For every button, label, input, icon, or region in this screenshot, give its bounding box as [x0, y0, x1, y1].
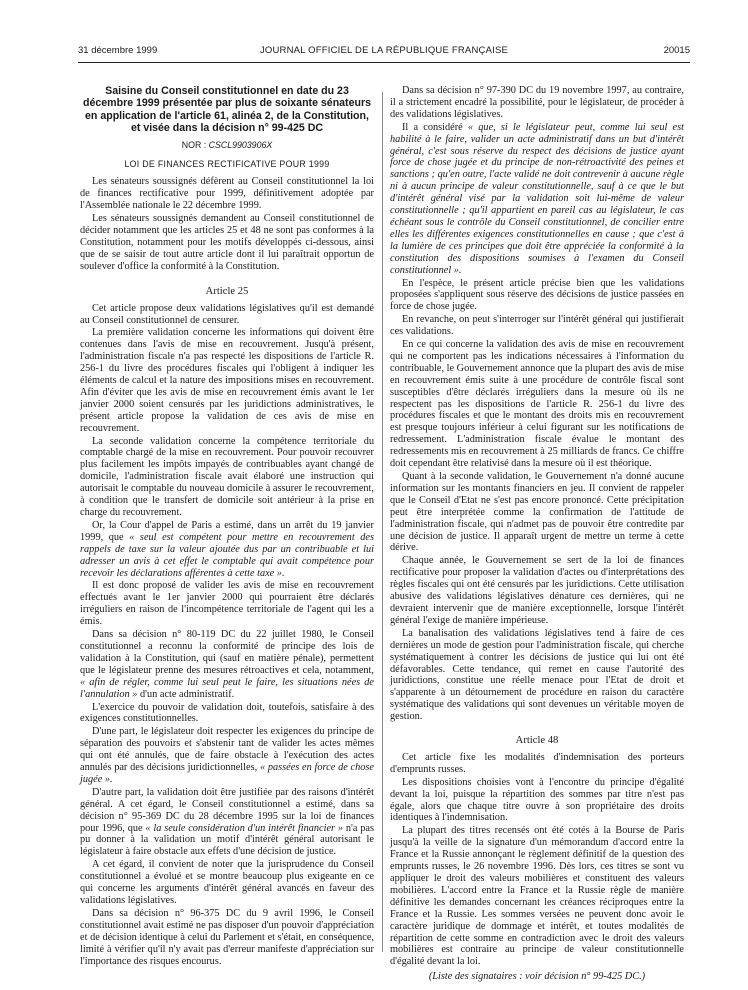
paragraph: Cet article propose deux validations législatives qu'il est demandé au Conseil constitutionnel de censurer.: [80, 302, 374, 326]
paragraph-text: D'autre part, la validation doit être justifiée par des raisons d'intérêt général. A cet égard, le Conseil constitutionnel a estimé, dans sa décision n° 95-369 DC du 28 décembre 1995 sur la loi de finances pour 1996, que: [80, 786, 374, 834]
paragraph: La banalisation des validations législatives tend à faire de ces dernières un mode de gestion pour l'administration fiscale, qui cherche systématiquement à contrer les décisions de justice qui lui ont été défavorables. Cette tendance, qui remet en cause l'autorité des juridictions, constitue une réelle menace pour l'Etat de droit et s'apparente à un détournement de procédure en raison du caractère systématique des validations qui sont devenues un véritable moyen de gestion.: [390, 627, 684, 723]
paragraph: Les dispositions choisies vont à l'encontre du principe d'égalité devant la loi, puisque la répartition des sommes par titre n'est pas égale, alors que chaque titre ouvre à son propriétaire des droits identiques à l'indemnisation.: [390, 776, 684, 824]
column-divider: [382, 92, 383, 952]
header-date: 31 décembre 1999: [78, 45, 158, 56]
paragraph-text: d'un acte administratif.: [137, 688, 235, 700]
paragraph: La plupart des titres recensés ont été cotés à la Bourse de Paris jusqu'à la veille de la signature d'un mémorandum d'accord entre la France et la Russie annonçant le règlement définitif de la question des emprunts russes, le 26 novembre 1996. Dès lors, ces titres se sont vu appliquer le droit des valeurs mobilières et constituent des valeurs mobilières. L'accord entre la France et la Russie règle de manière définitive les demandes concernant les créances réciproques entre la France et la Russie. Les sommes versées ne peuvent donc avoir le caractère juridique de dommage et intérêt, et toutes modalités de répartition de cette somme en contradiction avec le droit des valeurs mobilières est contraire au principe de valeur constitutionnelle d'égalité devant la loi.: [390, 825, 684, 968]
page-header: [78, 45, 690, 59]
paragraph-text: Or, la Cour d'appel de Paris a estimé, dans un arrêt du 19 janvier 1999, que: [80, 519, 374, 543]
paragraph: [80, 520, 374, 580]
article-48-heading: Article 48: [515, 735, 559, 747]
paragraph: La seconde validation concerne la compétence territoriale du comptable chargé de la mise en recouvrement. Pour pouvoir recouvrer plus facilement les impôts impayés de contribuables ayant changé de domicile, l'administration fiscale avait élaboré une instruction qui autorisait le comptable du nouveau domicile à assurer le recouvrement, à condition que le transfert de domicile soit antérieur à la prise en charge du recouvrement.: [80, 435, 374, 518]
paragraph: L'exercice du pouvoir de validation doit, toutefois, satisfaire à des exigences constitutionnelles.: [80, 701, 374, 725]
paragraph: En ce qui concerne la validation des avis de mise en recouvrement qui ne comportent pas les indications nécessaires à l'information du contribuable, le Gouvernement annonce que la plupart des avis de mise en recouvrement émis suite à une procédure de contrôle fiscal sont susceptibles d'être déclarés irréguliers dans la mesure où ils ne respectent pas les dispositions de l'article R. 256-1 du livre des procédures fiscales et que le montant des droits mis en recouvrement est presque toujours inférieur à celui figurant sur les notifications de redressement. L'administration fiscale évalue le montant des redressements mis en recouvrement à 25 milliards de francs. Ce chiffre doit cependant être relativisé dans la mesure où il est théorique.: [390, 339, 684, 470]
quoted-text: « afin de régler, comme lui seul peut le faire, les situations nées de l'annulation »: [80, 676, 374, 700]
signatories-note: (Liste des signataires : voir décision n° 99-425 DC.): [428, 971, 646, 983]
article-25-heading: Article 25: [205, 285, 249, 297]
paragraph: Cet article fixe les modalités d'indemnisation des porteurs d'emprunts russes.: [390, 751, 684, 775]
paragraph: [80, 726, 374, 786]
header-rule: [78, 62, 690, 63]
paragraph: La première validation concerne les informations qui doivent être contenues dans l'avis de mise en recouvrement. Jusqu'à présent, l'administration fiscale n'a pas respecté les dispositions de l'article R. 256-1 du livre des procédures fiscales qui l'obligent à indiquer les éléments de calcul et la nature des impositions mises en recouvrement. Afin d'éviter que les avis de mise en recouvrement émis avant le 1er janvier 2000 soient censurés par les juridictions administratives, le présent article propose la validation de ces avis de mise en recouvrement.: [80, 327, 374, 434]
paragraph: Chaque année, le Gouvernement se sert de la loi de finances rectificative pour proposer la validation d'actes ou d'interprétations des règles fiscales qui ont été censurés par les juridictions. Cette utilisation abusive des validations législatives dénature ces dernières, qui ne devraient intervenir que de manière exceptionnelle, lorsque l'intérêt général l'exige de manière impérieuse.: [390, 555, 684, 626]
paragraph: [80, 629, 374, 700]
paragraph: Quant à la seconde validation, le Gouvernement n'a donné aucune information sur les montants financiers en jeu. Il convient de rappeler que le Conseil d'Etat ne s'est pas encore prononcé. Cette précipitation peut être interprétée comme la confirmation de l'attitude de l'administration fiscale, qui n'admet pas de pouvoir être contredite par une décision de justice. Il apparaît urgent de mettre un terme à cette dérive.: [390, 471, 684, 554]
paragraph: A cet égard, il convient de noter que la jurisprudence du Conseil constitutionnel a évolué et se montre beaucoup plus exigeante en ce qui concerne les arguments d'intérêt général avancés en faveur des validations législatives.: [80, 859, 374, 906]
paragraph-text: n'a pas pu donner à la validation un motif d'intérêt général autorisant le législateur à faire obstacle aux effets d'une décision de justice.: [80, 822, 374, 858]
header-journal-title: JOURNAL OFFICIEL DE LA RÉPUBLIQUE FRANÇAISE: [259, 45, 509, 56]
header-page-number: 20015: [663, 45, 690, 56]
paragraph: Dans sa décision n° 97-390 DC du 19 novembre 1997, au contraire, il a strictement encadré la possibilité, pour le législateur, de procéder à des validations législatives.: [390, 85, 684, 120]
paragraph: [80, 787, 374, 858]
left-column: [80, 85, 374, 965]
quoted-text: « que, si le législateur peut, comme lui seul est habilité à le faire, valider un acte administratif dans un but d'intérêt général, c'est sous réserve du respect des décisions de justice ayant force de chose jugée et du principe de non-rétroactivité des peines et sanctions ; qu'en outre, l'acte validé ne doit contrevenir à aucune règle ni à aucun principe de valeur constitutionnelle, sauf à ce que le but d'intérêt général visé par la validation soit lui-même de valeur constitutionnelle ; qu'il appartient en pareil cas au législateur, le cas échéant sous le contrôle du Conseil constitutionnel, de concilier entre elles les différentes exigences constitutionnelles en cause ; que c'est à la lumière de ces principes que doit être appréciée la conformité à la constitution des dispositions soumises à l'examen du Conseil constitutionnel ».: [390, 121, 684, 276]
nor-label: NOR :: [181, 139, 207, 150]
paragraph: En l'espèce, le présent article précise bien que les validations proposées s'appliquent sous réserve des décisions de justice passées en force de chose jugée.: [390, 277, 684, 313]
paragraph: Les sénateurs soussignés défèrent au Conseil constitutionnel la loi de finances rectificative pour 1999, définitivement adoptée par l'Assemblée nationale le 22 décembre 1999.: [80, 176, 374, 212]
paragraph-text: Dans sa décision n° 80-119 DC du 22 juillet 1980, le Conseil constitutionnel a reconnu la conformité de principe des lois de validation à la Constitution, qui (sauf en matière pénale), permettent que le législateur prenne des mesures rétroactives et cela, notamment,: [80, 629, 374, 676]
paragraph: Dans sa décision n° 96-375 DC du 9 avril 1996, le Conseil constitutionnel avait estimé ne pas disposer d'un pouvoir d'appréciation et de décision identique à celui du Parlement et s'était, en conséquence, limité à vérifier qu'il n'y avait pas d'erreur manifeste d'appréciation sur l'importance des risques encourus.: [80, 907, 374, 967]
paragraph: [390, 122, 684, 277]
paragraph: Les sénateurs soussignés demandent au Conseil constitutionnel de décider notamment que les articles 25 et 48 ne sont pas conformes à la Constitution, notamment pour les motifs développés ci-dessous, ainsi que de se saisir de tout autre article dont il lui paraîtrait opportun de soulever d'office la conformité à la Constitution.: [80, 213, 374, 272]
paragraph: En revanche, on peut s'interroger sur l'intérêt général qui justifierait ces validations.: [390, 314, 684, 338]
paragraph-text: D'une part, le législateur doit respecter les exigences du principe de séparation des pouvoirs et s'abstenir tant de valider les actes mêmes qui ont été annulés, que de faire obstacle à l'exécution des actes annulés par des décisions juridictionnelles,: [80, 726, 374, 774]
quoted-text: « seul est compétent pour mettre en recouvrement des rappels de taxe sur la valeur ajoutée dus par un contribuable et lui adresser un avis à cet effet le comptable qui avait compétence pour recevoir les déclarations afférentes à cette taxe ».: [80, 531, 374, 579]
nor-reference: [80, 140, 374, 152]
law-title: LOI DE FINANCES RECTIFICATIVE POUR 1999: [124, 158, 330, 169]
quoted-text: « passées en force de chose jugée ».: [80, 762, 374, 785]
saisine-heading: Saisine du Conseil constitutionnel en date du 23 décembre 1999 présentée par plus de soixante sénateurs en application de l'article 61, alinéa 2, de la Constitution, et visée dans la décision n° 99-425 DC: [83, 85, 371, 135]
right-column: [390, 85, 684, 983]
paragraph: Il est donc proposé de valider les avis de mise en recouvrement effectués avant le 1er janvier 2000 qui pourraient être déclarés irréguliers en raison de l'incompétence territoriale de l'agent qui les a émis.: [80, 580, 374, 628]
quoted-text: « la seule considération d'un intérêt financier »: [145, 822, 344, 834]
paragraph-text: Il a considéré: [402, 121, 468, 133]
nor-code: CSCL9903906X: [208, 139, 273, 150]
